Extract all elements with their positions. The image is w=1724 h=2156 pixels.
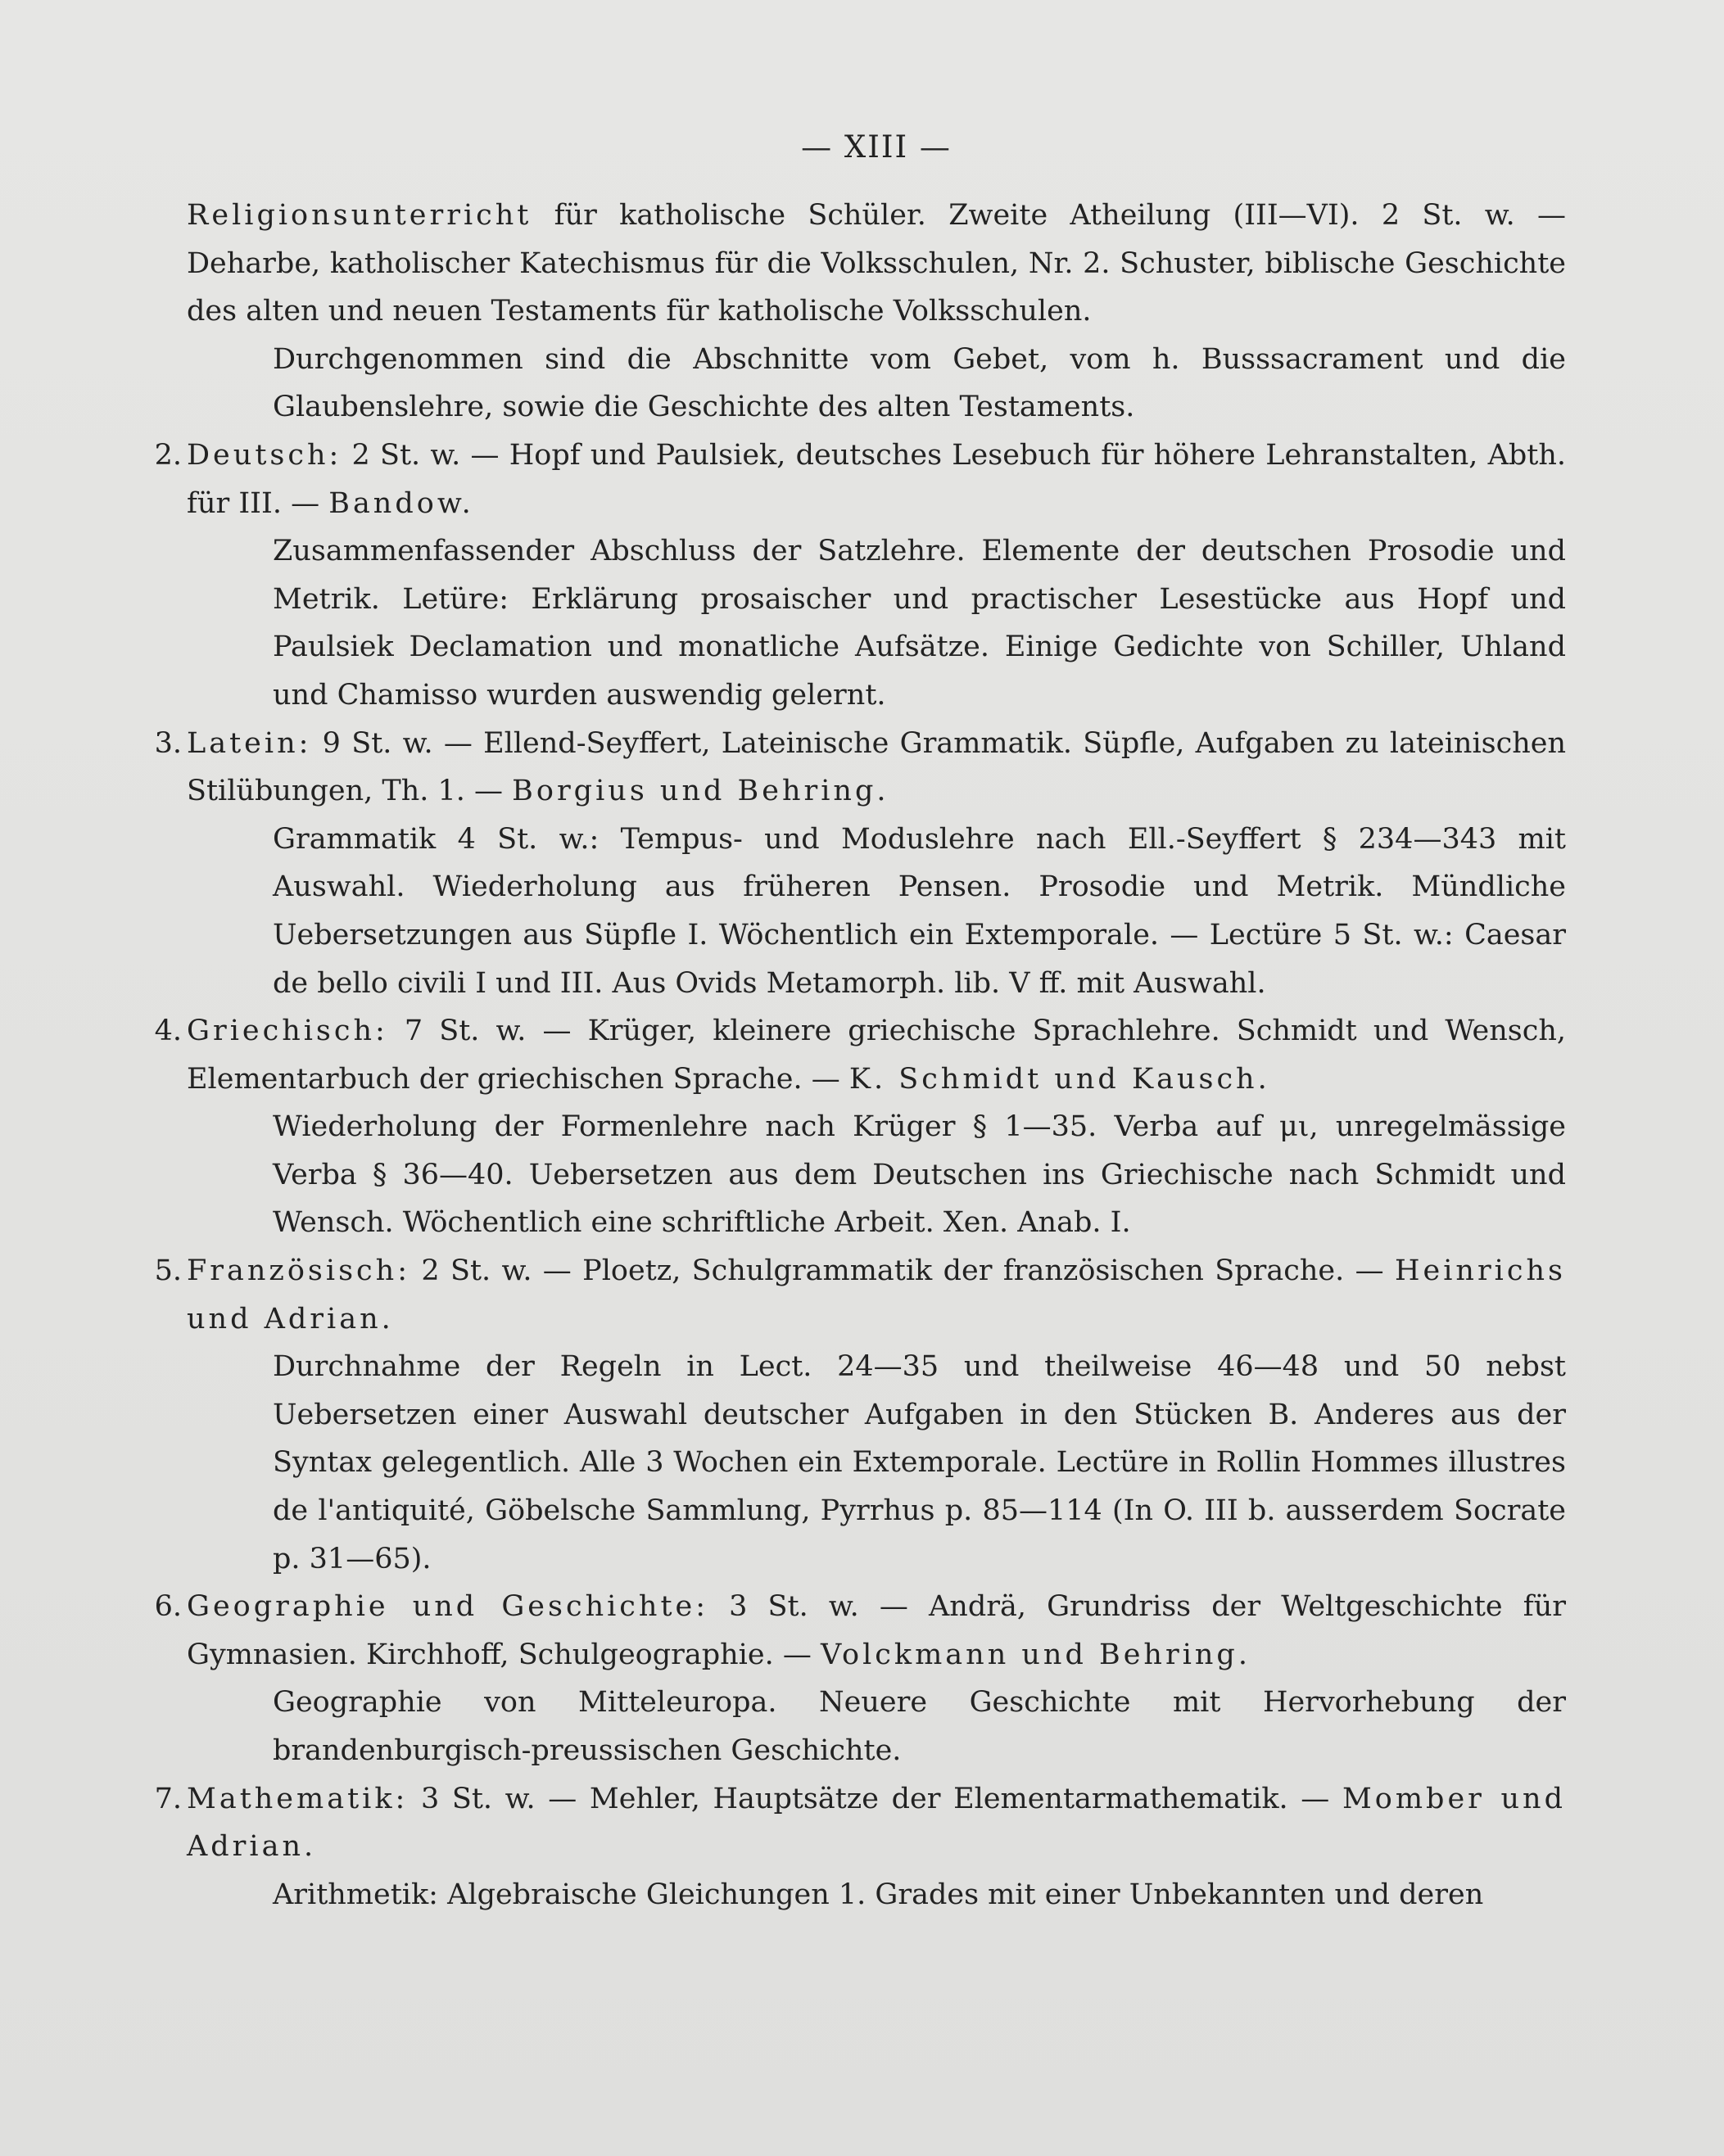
section-details: für katholische Schüler. Zweite Atheilung (III—VI). 2 St. w. — Deharbe, katholischer Katechismus für die Volksschulen, Nr. 2. Schuster, biblische Geschichte des alten und neuen Testaments für katholische Volksschulen. <box>187 199 1566 328</box>
page-content <box>154 121 1567 1919</box>
section-details: 9 St. w. — Ellend-Seyffert, Lateinische Grammatik. Süpfle, Aufgaben zu lateinischen Stilübungen, Th. 1. — <box>187 726 1566 808</box>
section-mathematik <box>154 1775 1567 1919</box>
section-number: 6. <box>154 1590 182 1624</box>
section-franzoesisch <box>154 1247 1566 1583</box>
section-subject: Französisch: <box>187 1254 410 1288</box>
section-details: 7 St. w. — Krüger, kleinere griechische Sprachlehre. Schmidt und Wensch, Elementarbuch der griechischen Sprache. — <box>187 1015 1566 1096</box>
section-paragraph: Wiederholung der Formenlehre nach Krüger § 1—35. Verba auf μι, unregelmässige Verba § 36—40. Uebersetzen aus dem Deutschen ins Griechische nach Schmidt und Wensch. Wöchentlich eine schriftliche Arbeit. Xen. Anab. I. <box>273 1110 1566 1240</box>
section-geographie <box>154 1583 1566 1774</box>
section-paragraph: Geographie von Mitteleuropa. Neuere Geschichte mit Hervorhebung der brandenburgisch-preussischen Geschichte. <box>273 1686 1566 1767</box>
section-heading-line <box>187 192 1566 336</box>
section-paragraph: Arithmetik: Algebraische Gleichungen 1. Grades mit einer Unbekannten und deren <box>273 1878 1484 1911</box>
section-authors: Volckmann und Behring. <box>820 1638 1251 1671</box>
section-authors: Borgius und Behring. <box>512 775 889 808</box>
section-latein <box>154 720 1566 1008</box>
section-number: 5. <box>154 1254 182 1288</box>
section-subject: Religionsunterricht <box>187 199 532 232</box>
section-heading-line <box>154 720 1566 816</box>
section-subject: Latein: <box>187 726 312 760</box>
section-details: 2 St. w. — Hopf und Paulsiek, deutsches Lesebuch für höhere Lehranstalten, Abth. für III. — <box>187 438 1566 520</box>
page-number: — XIII — <box>801 129 952 165</box>
section-deutsch <box>154 432 1566 720</box>
section-paragraph: Zusammenfassender Abschluss der Satzlehre. Elemente der deutschen Prosodie und Metrik. Letüre: Erklärung prosaischer und practischer Lesestücke aus Hopf und Paulsiek Declamation und monatliche Aufsätze. Einige Gedichte von Schiller, Uhland und Chamisso wurden auswendig gelernt. <box>273 535 1566 712</box>
section-griechisch <box>154 1007 1566 1247</box>
section-heading-line <box>154 1583 1566 1679</box>
section-paragraph: Grammatik 4 St. w.: Tempus- und Moduslehre nach Ell.-Seyffert § 234—343 mit Auswahl. Wiederholung aus früheren Pensen. Prosodie und Metrik. Mündliche Uebersetzungen aus Süpfle I. Wöchentlich ein Extemporale. — Lectüre 5 St. w.: Caesar de bello civili I und III. Aus Ovids Metamorph. lib. V ff. mit Auswahl. <box>273 822 1566 1000</box>
section-authors: Bandow. <box>328 486 474 520</box>
section-paragraph: Durchnahme der Regeln in Lect. 24—35 und theilweise 46—48 und 50 nebst Uebersetzen einer Auswahl deutscher Aufgaben in den Stücken B. Anderes aus der Syntax gelegentlich. Alle 3 Wochen ein Extemporale. Lectüre in Rollin Hommes illustres de l'antiquité, Göbelsche Sammlung, Pyrrhus p. 85—114 (In O. III b. ausserdem Socrate p. 31—65). <box>273 1350 1566 1575</box>
section-details: 3 St. w. — Mehler, Hauptsätze der Elementarmathematik. — <box>408 1782 1342 1815</box>
section-subject: Griechisch: <box>187 1015 388 1048</box>
section-details: 3 St. w. — Andrä, Grundriss der Weltgeschichte für Gymnasien. Kirchhoff, Schulgeographie. — <box>187 1590 1566 1671</box>
section-authors: K. Schmidt und Kausch. <box>848 1062 1270 1096</box>
section-authors: Momber und Adrian. <box>187 1782 1567 1864</box>
section-subject: Mathematik: <box>187 1782 409 1815</box>
section-paragraph: Durchgenommen sind die Abschnitte vom Gebet, vom h. Busssacrament und die Glaubenslehre, sowie die Geschichte des alten Testaments. <box>273 342 1566 424</box>
section-details: 2 St. w. — Ploetz, Schulgrammatik der französischen Sprache. — <box>410 1254 1395 1288</box>
section-heading-line <box>154 1247 1566 1343</box>
section-number: 4. <box>154 1015 182 1048</box>
section-number: 2. <box>154 438 182 472</box>
section-heading-line <box>154 432 1566 527</box>
section-religion <box>187 192 1566 432</box>
section-subject: Deutsch: <box>187 438 342 472</box>
section-authors: Heinrichs und Adrian. <box>187 1254 1566 1336</box>
section-number: 7. <box>154 1782 182 1815</box>
section-number: 3. <box>154 726 182 760</box>
section-heading-line <box>154 1007 1566 1103</box>
section-subject: Geographie und Geschichte: <box>187 1590 709 1624</box>
section-heading-line <box>154 1775 1567 1871</box>
